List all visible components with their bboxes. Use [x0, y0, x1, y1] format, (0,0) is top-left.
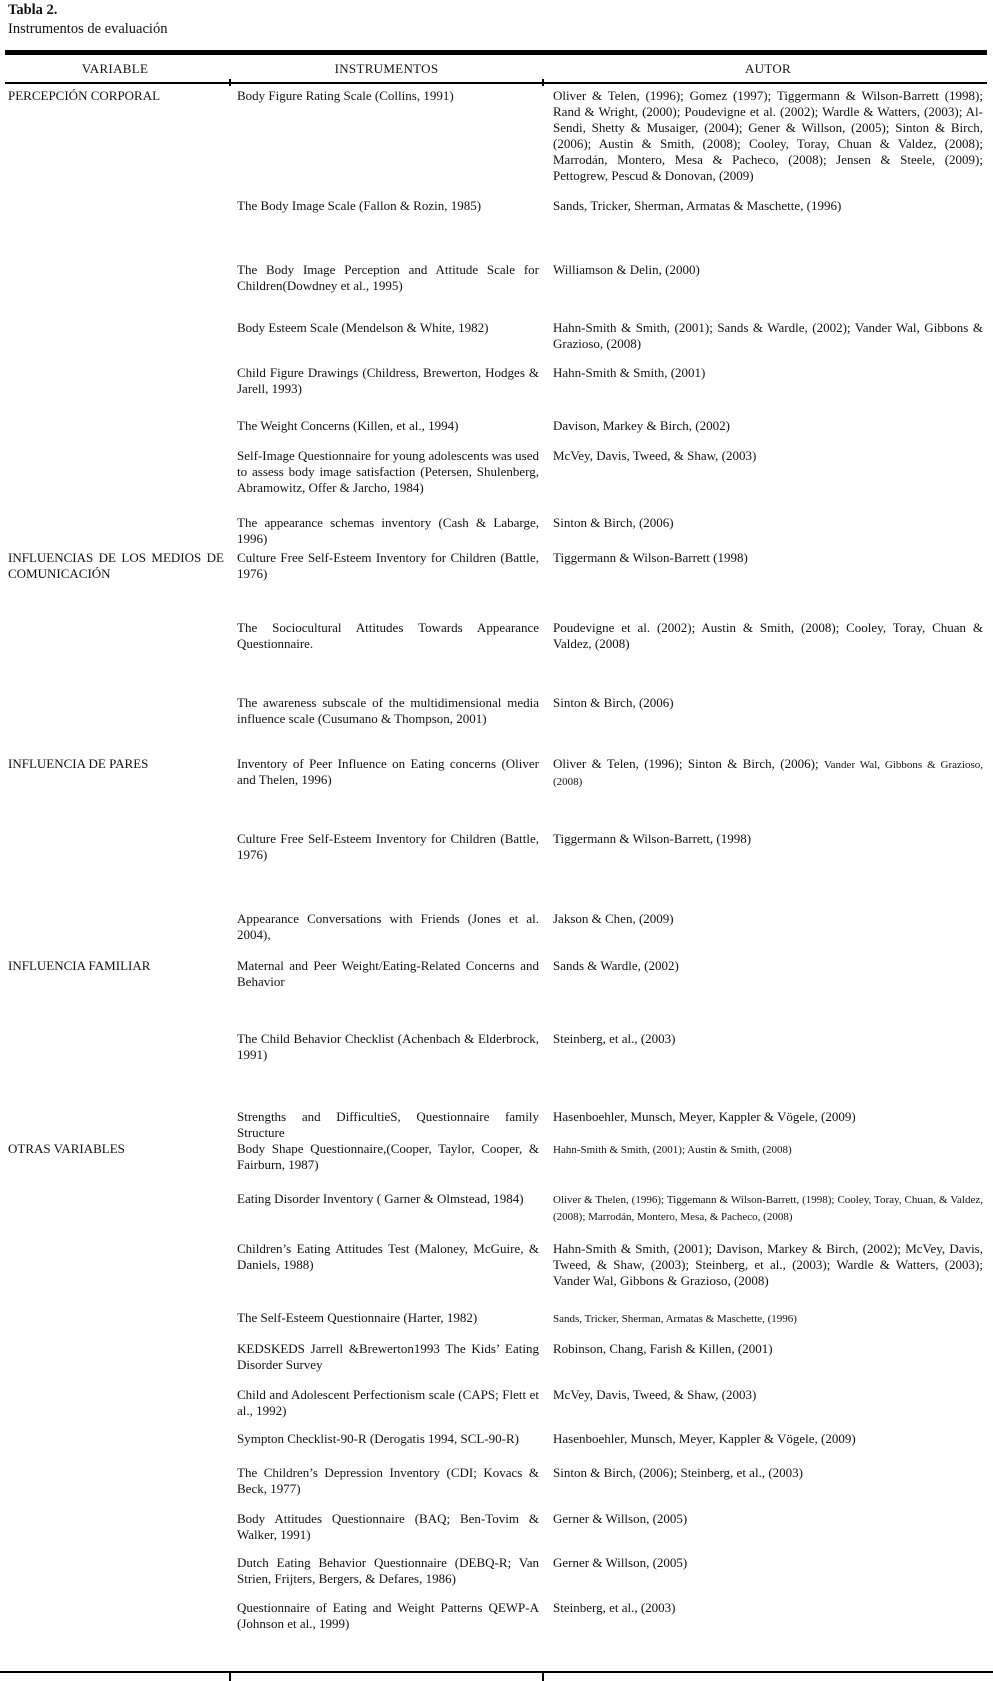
table-row — [0, 418, 993, 448]
author-text-segment: Jakson & Chen, (2009) — [553, 911, 674, 926]
author-text-segment: Vander Wal, Gibbons & Grazioso, (2008) — [553, 759, 983, 788]
instrument-cell: Culture Free Self-Esteem Inventory for Children (Battle, 1976) — [237, 831, 539, 862]
table-row — [0, 1141, 993, 1191]
column-header-variable: VARIABLE — [81, 61, 149, 76]
author-text-segment: Hasenboehler, Munsch, Meyer, Kappler & Vögele, (2009) — [553, 1431, 856, 1446]
column-header-autor: AUTOR — [744, 61, 792, 76]
author-cell — [543, 620, 993, 652]
table-row — [0, 1387, 993, 1431]
author-cell — [543, 831, 993, 847]
author-text-segment: Sands, Tricker, Sherman, Armatas & Maschette, (1996) — [553, 198, 842, 213]
author-text-segment: Poudevigne et al. (2002); Austin & Smith, (2008); Cooley, Toray, Chuan & Valdez, (2008) — [553, 620, 983, 651]
table-row — [0, 1465, 993, 1511]
instrument-cell: The Self-Esteem Questionnaire (Harter, 1982) — [237, 1310, 478, 1325]
instrument-cell: The awareness subscale of the multidimensional media influence scale (Cusumano & Thompson, 2001) — [237, 695, 539, 726]
instrument-cell: The Child Behavior Checklist (Achenbach & Elderbrock, 1991) — [237, 1031, 539, 1062]
author-text-segment: Oliver & Telen, (1996); Gomez (1997); Tiggermann & Wilson-Barrett (1998); Rand & Wright, (2000); Poudevigne et al. (2002); Wardle & Watters, (2003); Al-Sendi, Shetty & Musaiger, (2004); Gener & Willson, (2005); Sinton & Birch, (2006); Austin & Smith, (2008); Cooley, Toray, Chuan & Valdez, (2008); Marrodán, Montero, Mesa & Pacheco, (2008); Jensen & Steele, (2009); Pettogrew, Pescud & Donovan, (2009) — [553, 88, 983, 183]
column-divider-tick — [542, 79, 544, 86]
author-text-segment: Oliver & Telen, (1996); Sinton & Birch, (2006); — [553, 756, 824, 771]
author-text-segment: Gerner & Willson, (2005) — [553, 1511, 688, 1526]
instrument-cell: Body Shape Questionnaire,(Cooper, Taylor, Cooper, & Fairburn, 1987) — [237, 1141, 539, 1172]
instrument-cell: Body Attitudes Questionnaire (BAQ; Ben-Tovim & Walker, 1991) — [237, 1511, 539, 1542]
table-row — [0, 756, 993, 831]
instrument-cell: Maternal and Peer Weight/Eating-Related Concerns and Behavior — [237, 958, 539, 989]
author-cell — [543, 550, 993, 566]
author-cell — [543, 262, 993, 278]
table-row — [0, 1031, 993, 1109]
author-text-segment: Sands, Tricker, Sherman, Armatas & Maschette, (1996) — [553, 1313, 797, 1325]
instrument-cell: KEDSKEDS Jarrell &Brewerton1993 The Kids’ Eating Disorder Survey — [237, 1341, 539, 1372]
author-cell — [543, 1555, 993, 1571]
table-row — [0, 620, 993, 695]
table-row — [0, 198, 993, 262]
author-text-segment: McVey, Davis, Tweed, & Shaw, (2003) — [553, 448, 757, 463]
author-text-segment: Gerner & Willson, (2005) — [553, 1555, 688, 1570]
author-cell — [543, 198, 993, 214]
table-row — [0, 958, 993, 1031]
author-cell — [543, 1031, 993, 1047]
table-row — [0, 695, 993, 756]
instrument-cell: Appearance Conversations with Friends (Jones et al. 2004), — [237, 911, 539, 942]
author-text-segment: Steinberg, et al., (2003) — [553, 1600, 676, 1615]
table-row — [0, 448, 993, 515]
author-cell — [543, 365, 993, 381]
instrument-cell: Body Figure Rating Scale (Collins, 1991) — [237, 88, 454, 103]
author-text-segment: Robinson, Chang, Farish & Killen, (2001) — [553, 1341, 773, 1356]
author-text-segment: Sinton & Birch, (2006) — [553, 695, 674, 710]
column-header-instrumentos: INSTRUMENTOS — [334, 61, 439, 76]
instrument-cell: The Weight Concerns (Killen, et al., 1994) — [237, 418, 459, 433]
table-row — [0, 1341, 993, 1387]
instrument-cell: Self-Image Questionnaire for young adolescents was used to assess body image satisfaction (Petersen, Shulenberg, Abramowitz, Offer & Jarcho, 1984) — [237, 448, 539, 495]
author-text-segment: Sinton & Birch, (2006); Steinberg, et al., (2003) — [553, 1465, 803, 1480]
author-cell — [543, 1241, 993, 1289]
variable-cell: INFLUENCIAS DE LOS MEDIOS DE COMUNICACIÓN — [8, 550, 224, 581]
author-cell — [543, 448, 993, 464]
instrument-cell: Children’s Eating Attitudes Test (Maloney, McGuire, & Daniels, 1988) — [237, 1241, 539, 1272]
variable-cell: OTRAS VARIABLES — [8, 1141, 125, 1156]
table-body — [0, 88, 993, 1644]
author-text-segment: McVey, Davis, Tweed, & Shaw, (2003) — [553, 1387, 757, 1402]
instrument-cell: Eating Disorder Inventory ( Garner & Olmstead, 1984) — [237, 1191, 524, 1206]
table-subtitle: Instrumentos de evaluación — [8, 21, 168, 37]
author-text-segment: Tiggermann & Wilson-Barrett, (1998) — [553, 831, 752, 846]
table-row — [0, 262, 993, 320]
author-cell — [543, 88, 993, 184]
author-cell — [543, 1141, 993, 1158]
table-row — [0, 1600, 993, 1644]
author-cell — [543, 1191, 993, 1225]
author-cell — [543, 515, 993, 531]
instrument-cell: Inventory of Peer Influence on Eating concerns (Oliver and Thelen, 1996) — [237, 756, 539, 787]
table-row — [0, 1431, 993, 1465]
author-cell — [543, 911, 993, 927]
author-cell — [543, 1600, 993, 1616]
author-cell — [543, 1465, 993, 1481]
table-row — [0, 88, 993, 198]
table-title: Tabla 2. — [8, 2, 58, 18]
author-text-segment: Hahn-Smith & Smith, (2001); Sands & Wardle, (2002); Vander Wal, Gibbons & Grazioso, (2008) — [553, 320, 983, 351]
author-cell — [543, 1310, 993, 1327]
author-cell — [543, 1387, 993, 1403]
author-text-segment: Hahn-Smith & Smith, (2001) — [553, 365, 706, 380]
author-text-segment: Steinberg, et al., (2003) — [553, 1031, 676, 1046]
instrument-cell: The appearance schemas inventory (Cash & Labarge, 1996) — [237, 515, 539, 546]
author-cell — [543, 418, 993, 434]
instrument-cell: Strengths and DifficultieS, Questionnaire family Structure — [237, 1109, 539, 1140]
table-bottom-rule — [0, 1671, 993, 1673]
instrument-cell: Child Figure Drawings (Childress, Brewerton, Hodges & Jarell, 1993) — [237, 365, 539, 396]
instrument-cell: Questionnaire of Eating and Weight Patterns QEWP-A (Johnson et al., 1999) — [237, 1600, 539, 1631]
column-divider-tick — [542, 1671, 544, 1681]
author-cell — [543, 1511, 993, 1527]
instrument-cell: Sympton Checklist-90-R (Derogatis 1994, SCL-90-R) — [237, 1431, 520, 1446]
author-text-segment: Williamson & Delin, (2000) — [553, 262, 700, 277]
author-cell — [543, 756, 993, 790]
header-bottom-rule — [5, 82, 987, 84]
table-row — [0, 911, 993, 958]
author-cell — [543, 1341, 993, 1357]
variable-cell: INFLUENCIA FAMILIAR — [8, 958, 151, 973]
author-text-segment: Oliver & Thelen, (1996); Tiggemann & Wilson-Barrett, (1998); Cooley, Toray, Chuan, & Valdez, (2008); Marrodán, Montero, Mesa, & Pacheco, (2008) — [553, 1194, 983, 1223]
table-row — [0, 831, 993, 911]
instrument-cell: The Body Image Scale (Fallon & Rozin, 1985) — [237, 198, 482, 213]
table-row — [0, 1511, 993, 1555]
column-divider-tick — [229, 79, 231, 86]
author-text-segment: Tiggermann & Wilson-Barrett (1998) — [553, 550, 748, 565]
instrument-cell: Body Esteem Scale (Mendelson & White, 1982) — [237, 320, 489, 335]
table-row — [0, 550, 993, 620]
table-header-row — [0, 55, 993, 77]
table-row — [0, 1109, 993, 1141]
table-row — [0, 515, 993, 550]
instrument-cell: The Body Image Perception and Attitude Scale for Children(Dowdney et al., 1995) — [237, 262, 539, 293]
author-cell — [543, 1109, 993, 1125]
column-divider-tick — [229, 1671, 231, 1681]
instrument-cell: The Sociocultural Attitudes Towards Appearance Questionnaire. — [237, 620, 539, 651]
instrument-cell: Culture Free Self-Esteem Inventory for Children (Battle, 1976) — [237, 550, 539, 581]
author-cell — [543, 695, 993, 711]
author-text-segment: Hasenboehler, Munsch, Meyer, Kappler & Vögele, (2009) — [553, 1109, 856, 1124]
author-text-segment: Hahn-Smith & Smith, (2001); Davison, Markey & Birch, (2002); McVey, Davis, Tweed, & Shaw, (2003); Steinberg, et al., (2003); Wardle & Watters, (2003); Vander Wal, Gibbons & Grazioso, (2008) — [553, 1241, 983, 1288]
author-cell — [543, 320, 993, 352]
table-row — [0, 1555, 993, 1600]
table-row — [0, 1310, 993, 1341]
author-cell — [543, 1431, 993, 1447]
table-row — [0, 320, 993, 365]
author-cell — [543, 958, 993, 974]
author-text-segment: Sinton & Birch, (2006) — [553, 515, 674, 530]
instrument-cell: Dutch Eating Behavior Questionnaire (DEBQ-R; Van Strien, Frijters, Bergers, & Defares, 1986) — [237, 1555, 539, 1586]
author-text-segment: Sands & Wardle, (2002) — [553, 958, 679, 973]
table-row — [0, 1241, 993, 1310]
author-text-segment: Davison, Markey & Birch, (2002) — [553, 418, 730, 433]
table-row — [0, 1191, 993, 1241]
author-text-segment: Hahn-Smith & Smith, (2001); Austin & Smith, (2008) — [553, 1144, 792, 1156]
table-row — [0, 365, 993, 418]
variable-cell: PERCEPCIÓN CORPORAL — [8, 88, 161, 103]
variable-cell: INFLUENCIA DE PARES — [8, 756, 149, 771]
instrument-cell: Child and Adolescent Perfectionism scale (CAPS; Flett et al., 1992) — [237, 1387, 539, 1418]
instrument-cell: The Children’s Depression Inventory (CDI; Kovacs & Beck, 1977) — [237, 1465, 539, 1496]
